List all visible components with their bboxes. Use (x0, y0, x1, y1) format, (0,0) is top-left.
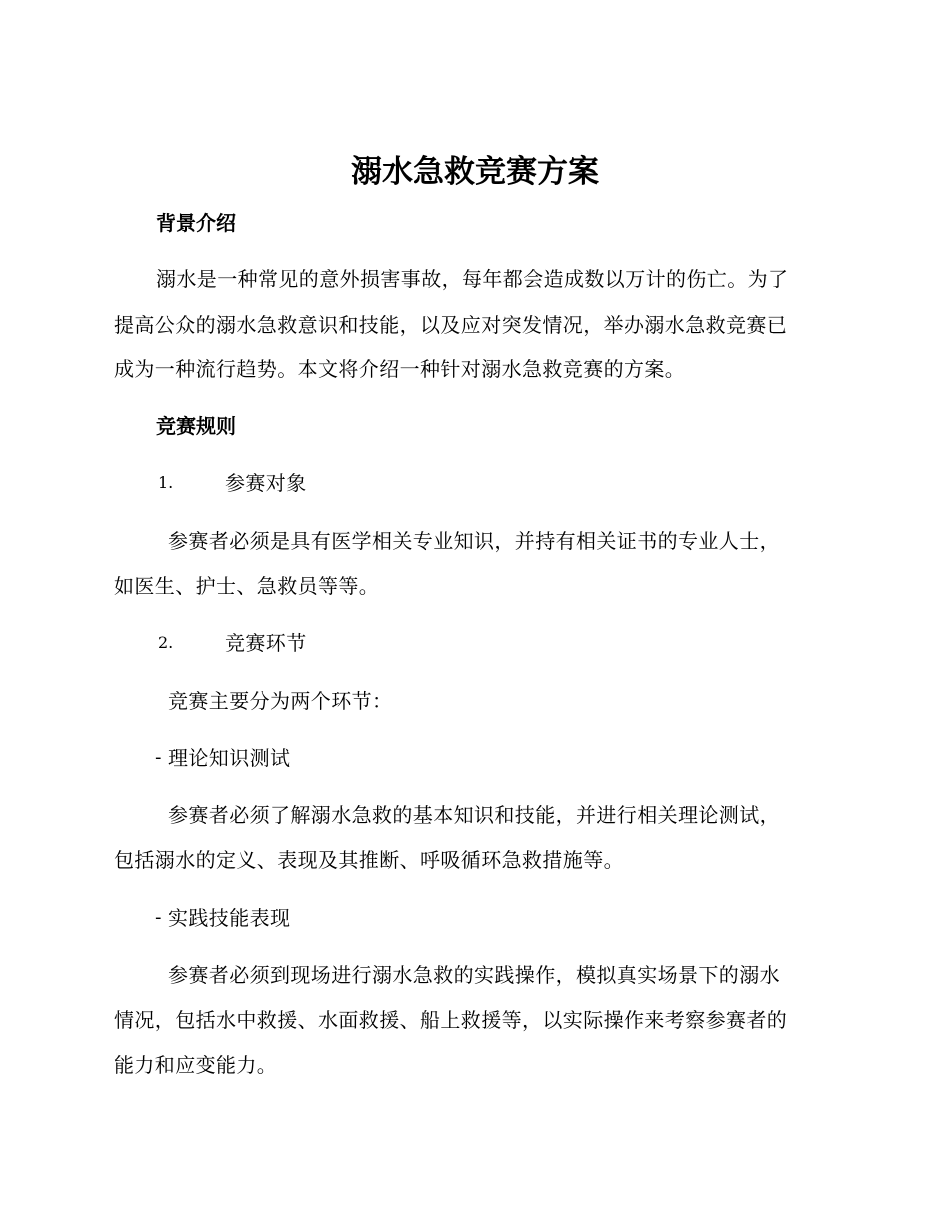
practice-paragraph-line-1: 参赛者必须到现场进行溺水急救的实践操作，模拟真实场景下的溺水 (168, 963, 780, 987)
subitem-practical-skills: 实践技能表现 (168, 906, 291, 930)
section-heading-background: 背景介绍 (156, 211, 236, 235)
subitem-theory-test: 理论知识测试 (168, 746, 291, 770)
theory-paragraph-line-2: 包括溺水的定义、表现及其推断、呼吸循环急救措施等。 (114, 848, 624, 872)
list-number-2: 2. (158, 633, 174, 652)
list-number-1: 1. (158, 473, 174, 492)
theory-paragraph-line-1: 参赛者必须了解溺水急救的基本知识和技能，并进行相关理论测试， (168, 803, 780, 827)
practice-paragraph-line-2: 情况，包括水中救援、水面救援、船上救援等，以实际操作来考察参赛者的 (114, 1008, 788, 1032)
participants-paragraph-line-1: 参赛者必须是具有医学相关专业知识，并持有相关证书的专业人士， (168, 529, 780, 553)
list-item-participants: 参赛对象 (225, 471, 307, 495)
section-heading-rules: 竞赛规则 (156, 414, 236, 438)
stages-intro: 竞赛主要分为两个环节： (168, 689, 393, 713)
page-title: 溺水急救竞赛方案 (351, 154, 599, 190)
practice-paragraph-line-3: 能力和应变能力。 (114, 1053, 278, 1077)
background-paragraph-line-1: 溺水是一种常见的意外损害事故，每年都会造成数以万计的伤亡。为了 (156, 267, 789, 291)
dash-marker-practice: - (155, 907, 162, 928)
list-item-competition-stages: 竞赛环节 (225, 631, 307, 655)
background-paragraph-line-3: 成为一种流行趋势。本文将介绍一种针对溺水急救竞赛的方案。 (114, 357, 686, 381)
dash-marker-theory: - (155, 747, 162, 768)
background-paragraph-line-2: 提高公众的溺水急救意识和技能，以及应对突发情况，举办溺水急救竞赛已 (114, 313, 788, 337)
participants-paragraph-line-2: 如医生、护士、急救员等等。 (114, 574, 380, 598)
